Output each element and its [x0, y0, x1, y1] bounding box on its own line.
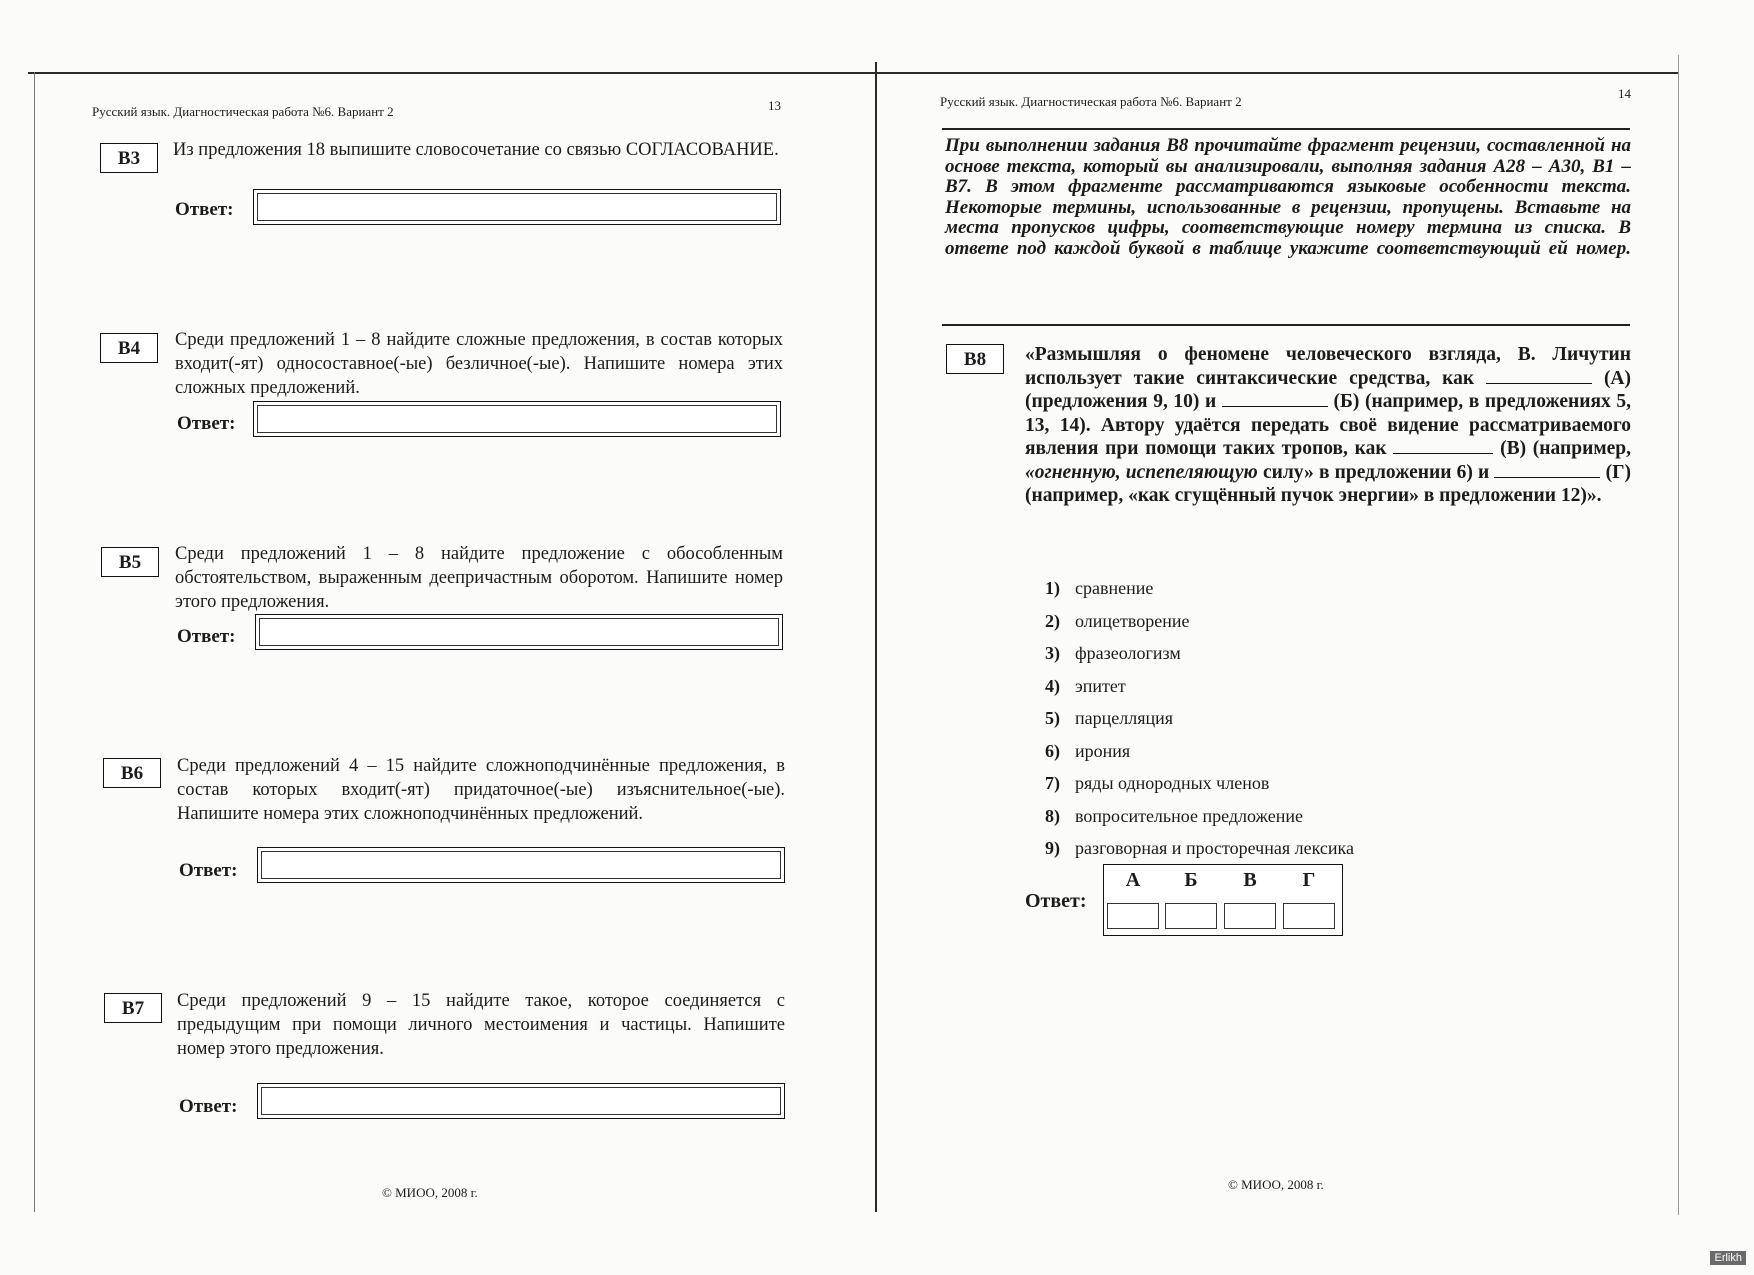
answer-cell-a[interactable]	[1107, 903, 1159, 929]
blank-v	[1393, 437, 1493, 454]
b8-text-part7: (Г) (например, «как сгущённый пучок энергии» в предложении 12)».	[1025, 461, 1631, 506]
task-text-b3: Из предложения 18 выпишите словосочетание со связью СОГЛАСОВАНИЕ.	[173, 140, 779, 160]
b8-text-italic: «огненную, испепеляющую	[1025, 461, 1258, 483]
answer-field-b7[interactable]	[257, 1083, 785, 1119]
answer-cell-b[interactable]	[1165, 903, 1217, 929]
right-page-number: 14	[1618, 86, 1631, 101]
term-item: 4) эпитет	[1045, 675, 1126, 696]
term-item: 1) сравнение	[1045, 578, 1154, 598]
terms-list	[1045, 572, 1354, 865]
task-text-b5: Среди предложений 1 – 8 найдите предложение с обособленным обстоятельством, выраженным деепричастным оборотом. Напишите номер этого предложения.	[175, 544, 783, 612]
task-code-b6: В6	[103, 758, 161, 788]
answer-label-b3: Ответ:	[175, 199, 234, 220]
blank-a	[1486, 367, 1592, 384]
task-code-b4: В4	[100, 333, 158, 363]
answer-label-b4: Ответ:	[177, 413, 236, 434]
left-page-number: 13	[768, 98, 781, 113]
instruction-top-rule	[942, 128, 1630, 130]
answer-label-b6: Ответ:	[179, 860, 238, 881]
answer-field-b5[interactable]	[255, 614, 783, 650]
column-header-b: Б	[1184, 869, 1198, 891]
column-header-g: Г	[1302, 869, 1316, 891]
watermark: Erlikh	[1710, 1251, 1746, 1265]
instruction-bottom-rule	[942, 324, 1630, 326]
task-code-b8: В8	[946, 344, 1004, 374]
term-item: 8) вопросительное предложение	[1045, 805, 1303, 826]
b8-text-part3: (Б) (например, в предложениях 5, 13, 14). Автору удаётся передать своё видение рассматриваемого явления при помощи таких тропов, как	[1025, 391, 1632, 459]
b8-instruction: При выполнении задания В8 прочитайте фрагмент рецензии, составленной на основе текста, который вы анализировали, выполняя задания А28 – А30, В1 – В7. В этом фрагменте рассматриваются языковые особенности текста. Некоторые термины, использованные в рецензии, пропущены. Вставьте на места пропусков цифры, соответствующие номеру термина из списка. В ответе под каждой буквой в таблице укажите соответствующий ей номер.	[945, 135, 1631, 259]
task-text-b7: Среди предложений 9 – 15 найдите такое, которое соединяется с предыдущим при помощи личного местоимения и частицы. Напишите номер этого предложения.	[177, 991, 785, 1059]
term-item: 5) парцелляция	[1045, 708, 1174, 728]
blank-b	[1222, 390, 1328, 407]
answer-grid-b8	[1103, 864, 1343, 936]
task-code-b5: В5	[101, 547, 159, 577]
column-header-a: А	[1125, 869, 1141, 891]
term-item: 2) олицетворение	[1045, 610, 1190, 631]
answer-field-b6[interactable]	[257, 847, 785, 883]
b8-review-text	[1025, 343, 1631, 508]
task-code-b7: В7	[104, 993, 162, 1023]
right-page-footer: © МИОО, 2008 г.	[1228, 1177, 1324, 1192]
top-border	[28, 72, 1678, 74]
left-edge-line	[34, 72, 35, 1212]
right-page-header: Русский язык. Диагностическая работа №6. Вариант 2	[940, 94, 1242, 109]
answer-label-b5: Ответ:	[177, 626, 236, 647]
b8-text-part4: (В) (например,	[1500, 438, 1632, 459]
blank-g	[1494, 461, 1600, 478]
b8-text-part1: «Размышляя о феномене человеческого взгляда, В. Личутин использует такие синтаксические средства, как	[1025, 344, 1631, 389]
task-code-b3: В3	[100, 143, 158, 173]
right-edge-line	[1678, 55, 1679, 1215]
left-page-header: Русский язык. Диагностическая работа №6. Вариант 2	[92, 104, 394, 119]
answer-label-b7: Ответ:	[179, 1096, 238, 1117]
b8-text-part6: силу» в предложении 6) и	[1262, 461, 1490, 483]
answer-cell-v[interactable]	[1224, 903, 1276, 929]
left-page-footer: © МИОО, 2008 г.	[382, 1185, 478, 1200]
answer-field-b3[interactable]	[253, 189, 781, 225]
term-item: 6) ирония	[1045, 740, 1131, 761]
term-item: 9) разговорная и просторечная лексика	[1045, 838, 1354, 858]
column-header-v: В	[1243, 869, 1257, 891]
task-text-b4: Среди предложений 1 – 8 найдите сложные предложения, в состав которых входит(-ят) односоставное(-ые) безличное(-ые). Напишите номера этих сложных предложений.	[175, 330, 783, 398]
answer-cell-g[interactable]	[1283, 903, 1335, 929]
b8-text-part2: (А) (предложения 9, 10) и	[1025, 367, 1632, 412]
answer-field-b4[interactable]	[253, 401, 781, 437]
center-fold-line	[875, 62, 877, 1212]
term-item: 7) ряды однородных членов	[1045, 773, 1270, 793]
answer-label-b8: Ответ:	[1025, 890, 1087, 912]
term-item: 3) фразеологизм	[1045, 643, 1181, 663]
task-text-b6: Среди предложений 4 – 15 найдите сложноподчинённые предложения, в состав которых входит(-ят) придаточное(-ые) изъяснительное(-ые). Напишите номера этих сложноподчинённых предложений.	[177, 756, 785, 824]
